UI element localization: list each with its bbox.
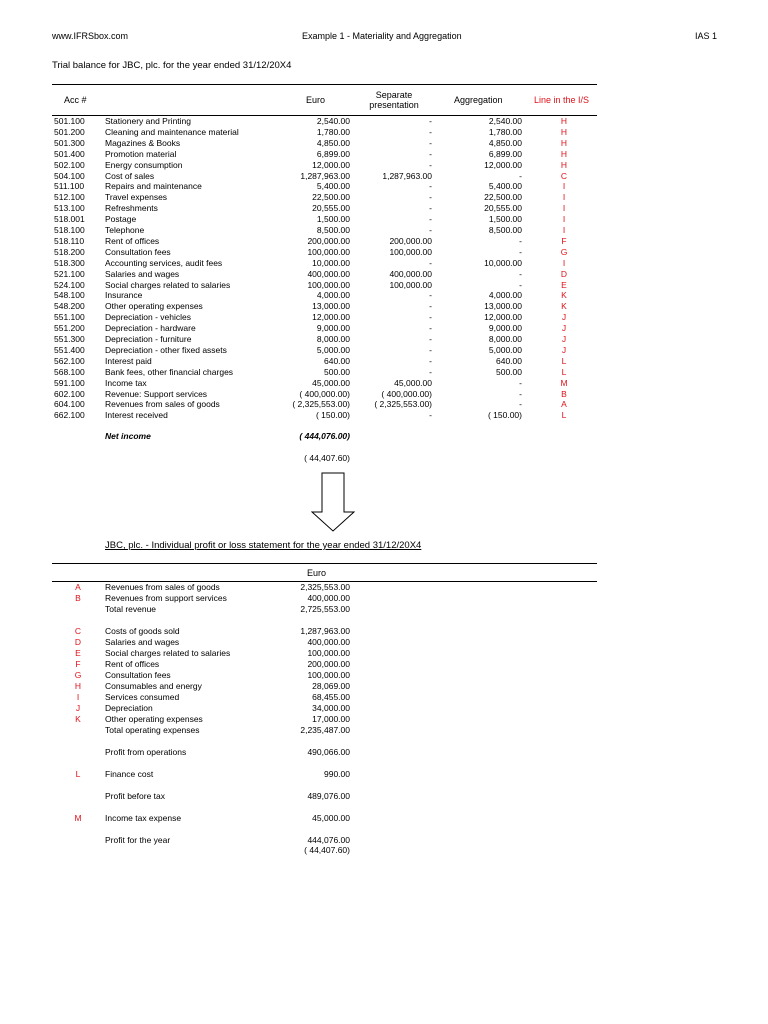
euro-amount: 1,780.00 bbox=[316, 126, 350, 137]
line-code: G bbox=[560, 246, 568, 257]
col-line-is: Line in the I/S bbox=[534, 95, 590, 105]
list-item bbox=[0, 714, 768, 725]
aggregation-amount: 5,400.00 bbox=[488, 181, 522, 192]
net-income-value: ( 444,076.00) bbox=[299, 431, 350, 441]
line-value: 100,000.00 bbox=[307, 670, 350, 680]
account-number: 501.200 bbox=[54, 126, 85, 137]
aggregation-amount: 10,000.00 bbox=[484, 257, 522, 268]
account-number: 518.300 bbox=[54, 257, 85, 268]
list-item bbox=[0, 670, 768, 681]
account-description: Bank fees, other financial charges bbox=[105, 366, 234, 377]
line-label: Profit before tax bbox=[105, 791, 166, 801]
line-code: M bbox=[74, 813, 82, 823]
table-row bbox=[0, 138, 768, 149]
line-code: I bbox=[562, 257, 566, 268]
line-code: J bbox=[561, 334, 567, 344]
aggregation-amount: 500.00 bbox=[496, 366, 522, 377]
euro-amount: ( 400,000.00) bbox=[299, 388, 350, 399]
table-row bbox=[0, 312, 768, 323]
table-row bbox=[0, 389, 768, 400]
aggregation-amount: 8,500.00 bbox=[488, 225, 522, 235]
line-code: A bbox=[75, 582, 81, 592]
account-description: Stationery and Printing bbox=[105, 116, 191, 126]
separate-amount: - bbox=[429, 159, 432, 170]
separate-amount: - bbox=[429, 225, 432, 235]
table-row bbox=[0, 160, 768, 171]
line-code: A bbox=[561, 399, 567, 410]
trial-balance-title: Trial balance for JBC, plc. for the year ended 31/12/20X4 bbox=[52, 60, 292, 71]
list-item bbox=[0, 769, 768, 780]
account-number: 602.100 bbox=[54, 388, 85, 399]
table-row bbox=[0, 345, 768, 356]
line-code: K bbox=[75, 714, 81, 724]
separate-amount: 45,000.00 bbox=[394, 377, 432, 388]
list-item bbox=[0, 791, 768, 802]
aggregation-amount: ( 150.00) bbox=[487, 410, 522, 421]
account-number: 551.300 bbox=[54, 334, 85, 344]
euro-amount: 4,850.00 bbox=[316, 137, 350, 148]
table-row bbox=[0, 269, 768, 280]
separate-amount: - bbox=[429, 203, 432, 214]
line-code: I bbox=[562, 181, 566, 192]
aggregation-amount: - bbox=[519, 246, 522, 257]
line-label: Profit for the year bbox=[105, 835, 171, 845]
line-code: F bbox=[75, 659, 81, 669]
top-rule bbox=[52, 84, 597, 85]
col-euro: Euro bbox=[306, 95, 326, 105]
col-separate bbox=[362, 90, 426, 110]
table-row bbox=[0, 378, 768, 389]
aggregation-amount: 12,000.00 bbox=[484, 159, 522, 170]
line-code: I bbox=[562, 225, 566, 235]
separate-amount: - bbox=[429, 366, 432, 377]
line-code: J bbox=[561, 344, 567, 355]
table-row bbox=[0, 356, 768, 367]
line-code: H bbox=[74, 681, 82, 691]
separate-amount: 1,287,963.00 bbox=[382, 170, 432, 181]
line-code: I bbox=[562, 203, 566, 214]
euro-amount: ( 2,325,553.00) bbox=[292, 399, 350, 410]
account-number: 591.100 bbox=[54, 377, 85, 388]
separate-amount: - bbox=[429, 301, 432, 312]
account-number: 501.300 bbox=[54, 137, 85, 148]
list-item bbox=[0, 835, 768, 846]
account-description: Social charges related to salaries bbox=[105, 279, 231, 290]
list-item bbox=[0, 703, 768, 714]
table-row bbox=[0, 247, 768, 258]
account-number: 518.110 bbox=[54, 235, 85, 246]
list-item bbox=[0, 659, 768, 670]
account-description: Interest received bbox=[105, 410, 168, 421]
aggregation-amount: - bbox=[519, 279, 522, 290]
line-label: Other operating expenses bbox=[105, 714, 203, 724]
list-item bbox=[0, 582, 768, 593]
separate-amount: 200,000.00 bbox=[389, 235, 432, 246]
line-code: K bbox=[561, 290, 567, 301]
euro-amount: 12,000.00 bbox=[312, 159, 350, 170]
line-label: Revenues from sales of goods bbox=[105, 582, 220, 592]
line-code: E bbox=[561, 279, 567, 290]
net-income-extra: ( 44,407.60) bbox=[304, 453, 350, 463]
line-code: H bbox=[560, 137, 568, 148]
account-number: 524.100 bbox=[54, 279, 85, 290]
separate-amount: - bbox=[429, 334, 432, 344]
line-label: Finance cost bbox=[105, 769, 154, 779]
account-description: Travel expenses bbox=[105, 192, 168, 203]
aggregation-amount: - bbox=[519, 388, 522, 399]
line-value: 34,000.00 bbox=[312, 703, 350, 713]
line-code: G bbox=[74, 670, 82, 680]
aggregation-amount: 1,500.00 bbox=[488, 214, 522, 225]
account-description: Revenues from sales of goods bbox=[105, 399, 220, 410]
account-description: Repairs and maintenance bbox=[105, 181, 202, 192]
list-item bbox=[0, 648, 768, 659]
separate-amount: - bbox=[429, 355, 432, 366]
line-code: M bbox=[560, 377, 568, 388]
account-description: Interest paid bbox=[105, 355, 152, 366]
net-income-label: Net income bbox=[105, 431, 151, 441]
aggregation-amount: 4,000.00 bbox=[488, 290, 522, 301]
list-item bbox=[0, 637, 768, 648]
line-code: C bbox=[74, 626, 82, 636]
euro-amount: 1,500.00 bbox=[316, 214, 350, 225]
account-description: Depreciation - hardware bbox=[105, 323, 196, 334]
euro-amount: 6,899.00 bbox=[316, 148, 350, 159]
website-url[interactable]: www.IFRSbox.com bbox=[52, 31, 129, 41]
euro-amount: 100,000.00 bbox=[307, 279, 350, 290]
account-number: 662.100 bbox=[54, 410, 85, 421]
col-acc: Acc # bbox=[64, 95, 87, 105]
euro-amount: 9,000.00 bbox=[316, 323, 350, 334]
separate-amount: - bbox=[429, 181, 432, 192]
account-description: Accounting services, audit fees bbox=[105, 257, 223, 268]
line-code: J bbox=[561, 312, 567, 323]
aggregation-amount: - bbox=[519, 268, 522, 279]
line-value: 490,066.00 bbox=[307, 747, 350, 757]
table-row bbox=[0, 290, 768, 301]
list-item bbox=[0, 725, 768, 736]
line-value: 444,076.00 bbox=[307, 835, 350, 845]
aggregation-amount: 2,540.00 bbox=[488, 116, 522, 126]
account-number: 518.100 bbox=[54, 225, 85, 235]
euro-amount: 640.00 bbox=[324, 355, 350, 366]
separate-amount: - bbox=[429, 148, 432, 159]
account-number: 568.100 bbox=[54, 366, 85, 377]
euro-amount: 10,000.00 bbox=[312, 257, 350, 268]
account-description: Salaries and wages bbox=[105, 268, 180, 279]
aggregation-amount: 22,500.00 bbox=[484, 192, 522, 203]
table-row bbox=[0, 214, 768, 225]
account-number: 518.200 bbox=[54, 246, 85, 257]
euro-amount: 5,000.00 bbox=[316, 344, 350, 355]
separate-amount: 100,000.00 bbox=[389, 279, 432, 290]
line-code: I bbox=[562, 214, 566, 225]
table-row bbox=[0, 192, 768, 203]
line-value: 400,000.00 bbox=[307, 593, 350, 603]
separate-amount: - bbox=[429, 290, 432, 301]
list-item bbox=[0, 681, 768, 692]
line-label: Salaries and wages bbox=[105, 637, 180, 647]
separate-amount: - bbox=[429, 126, 432, 137]
list-item bbox=[0, 626, 768, 637]
list-item bbox=[0, 747, 768, 758]
separate-amount: ( 400,000.00) bbox=[381, 388, 432, 399]
account-description: Depreciation - vehicles bbox=[105, 312, 191, 323]
line-code: E bbox=[75, 648, 81, 658]
line-code: H bbox=[560, 126, 568, 137]
separate-amount: - bbox=[429, 116, 432, 126]
line-label: Consultation fees bbox=[105, 670, 171, 680]
aggregation-amount: 4,850.00 bbox=[488, 137, 522, 148]
line-label: Profit from operations bbox=[105, 747, 187, 757]
account-number: 548.200 bbox=[54, 301, 85, 312]
euro-amount: 8,000.00 bbox=[316, 334, 350, 344]
line-code: H bbox=[560, 148, 568, 159]
line-code: D bbox=[560, 268, 568, 279]
account-description: Income tax bbox=[105, 377, 147, 388]
account-description: Revenue: Support services bbox=[105, 388, 208, 399]
separate-amount: - bbox=[429, 312, 432, 323]
separate-amount: 400,000.00 bbox=[389, 268, 432, 279]
line-label: Costs of goods sold bbox=[105, 626, 180, 636]
line-code: H bbox=[560, 159, 568, 170]
table-row bbox=[0, 334, 768, 345]
aggregation-amount: 9,000.00 bbox=[488, 323, 522, 334]
line-code: D bbox=[74, 637, 82, 647]
table-row bbox=[0, 399, 768, 410]
account-description: Cleaning and maintenance material bbox=[105, 126, 239, 137]
col-separate-line2: presentation bbox=[369, 100, 419, 110]
aggregation-amount: 13,000.00 bbox=[484, 301, 522, 312]
account-number: 502.100 bbox=[54, 159, 85, 170]
account-number: 504.100 bbox=[54, 170, 85, 181]
aggregation-amount: 20,555.00 bbox=[484, 203, 522, 214]
line-code: L bbox=[561, 355, 567, 366]
table-row bbox=[0, 171, 768, 182]
line-value: 100,000.00 bbox=[307, 648, 350, 658]
line-code: B bbox=[561, 388, 567, 399]
table-row bbox=[0, 236, 768, 247]
account-number: 518.001 bbox=[54, 214, 85, 225]
table-row bbox=[0, 181, 768, 192]
line-value: 68,455.00 bbox=[312, 692, 350, 702]
income-statement-title: JBC, plc. - Individual profit or loss statement for the year ended 31/12/20X4 bbox=[105, 540, 422, 551]
separate-amount: - bbox=[429, 344, 432, 355]
aggregation-amount: - bbox=[519, 170, 522, 181]
line-code: L bbox=[561, 410, 567, 421]
line-label: Total revenue bbox=[105, 604, 157, 614]
account-number: 512.100 bbox=[54, 192, 85, 203]
euro-amount: 400,000.00 bbox=[307, 268, 350, 279]
separate-amount: - bbox=[429, 137, 432, 148]
line-code: K bbox=[561, 301, 567, 312]
table-row bbox=[0, 367, 768, 378]
line-label: Social charges related to salaries bbox=[105, 648, 231, 658]
line-code: B bbox=[75, 593, 81, 603]
line-value: 2,235,487.00 bbox=[300, 725, 350, 735]
line-label: Income tax expense bbox=[105, 813, 182, 823]
line-value: 400,000.00 bbox=[307, 637, 350, 647]
line-code: I bbox=[76, 692, 80, 702]
account-number: 521.100 bbox=[54, 268, 85, 279]
line-label: Revenues from support services bbox=[105, 593, 227, 603]
account-number: 548.100 bbox=[54, 290, 85, 301]
col-aggregation: Aggregation bbox=[454, 95, 503, 105]
euro-amount: ( 150.00) bbox=[315, 410, 350, 421]
separate-amount: - bbox=[429, 323, 432, 334]
line-code: L bbox=[561, 366, 567, 377]
euro-amount: 4,000.00 bbox=[316, 290, 350, 301]
account-number: 513.100 bbox=[54, 203, 85, 214]
euro-amount: 45,000.00 bbox=[312, 377, 350, 388]
line-value: 200,000.00 bbox=[307, 659, 350, 669]
table-row bbox=[0, 410, 768, 421]
separate-amount: - bbox=[429, 192, 432, 203]
aggregation-amount: 5,000.00 bbox=[488, 344, 522, 355]
line-value: 45,000.00 bbox=[312, 813, 350, 823]
standard-label: IAS 1 bbox=[695, 31, 718, 41]
line-code: I bbox=[562, 192, 566, 203]
account-description: Refreshments bbox=[105, 203, 158, 214]
aggregation-amount: 8,000.00 bbox=[488, 334, 522, 344]
line-value: 1,287,963.00 bbox=[300, 626, 350, 636]
list-item bbox=[0, 593, 768, 604]
euro-amount: 500.00 bbox=[324, 366, 350, 377]
line-label: Consumables and energy bbox=[105, 681, 202, 691]
line-label: Depreciation bbox=[105, 703, 153, 713]
account-description: Other operating expenses bbox=[105, 301, 203, 312]
separate-amount: - bbox=[429, 214, 432, 225]
account-description: Depreciation - other fixed assets bbox=[105, 344, 227, 355]
account-description: Telephone bbox=[105, 225, 145, 235]
aggregation-amount: 640.00 bbox=[496, 355, 522, 366]
account-description: Promotion material bbox=[105, 148, 177, 159]
account-description: Consultation fees bbox=[105, 246, 171, 257]
account-number: 562.100 bbox=[54, 355, 85, 366]
account-number: 501.400 bbox=[54, 148, 85, 159]
table-row bbox=[0, 301, 768, 312]
aggregation-amount: - bbox=[519, 377, 522, 388]
line-value: 990.00 bbox=[324, 769, 350, 779]
table-row bbox=[0, 258, 768, 269]
example-title: Example 1 - Materiality and Aggregation bbox=[302, 31, 462, 41]
table-row bbox=[0, 116, 768, 127]
line-value: 17,000.00 bbox=[312, 714, 350, 724]
is-top-rule bbox=[52, 563, 597, 564]
euro-amount: 12,000.00 bbox=[312, 312, 350, 323]
account-description: Magazines & Books bbox=[105, 137, 181, 148]
account-number: 501.100 bbox=[54, 116, 85, 126]
separate-amount: - bbox=[429, 257, 432, 268]
euro-amount: 200,000.00 bbox=[307, 235, 350, 246]
account-number: 551.100 bbox=[54, 312, 85, 323]
list-item bbox=[0, 604, 768, 615]
euro-amount: 5,400.00 bbox=[316, 181, 350, 192]
line-code: C bbox=[560, 170, 568, 181]
table-row bbox=[0, 225, 768, 236]
aggregation-amount: 1,780.00 bbox=[488, 126, 522, 137]
separate-amount: - bbox=[429, 410, 432, 421]
line-code: J bbox=[561, 323, 567, 334]
table-row bbox=[0, 127, 768, 138]
list-item bbox=[0, 813, 768, 824]
line-label: Rent of offices bbox=[105, 659, 160, 669]
euro-amount: 13,000.00 bbox=[312, 301, 350, 312]
account-description: Depreciation - furniture bbox=[105, 334, 192, 344]
account-description: Postage bbox=[105, 214, 137, 225]
aggregation-amount: - bbox=[519, 399, 522, 410]
line-value: 28,069.00 bbox=[312, 681, 350, 691]
line-code: F bbox=[561, 235, 567, 246]
line-value: 2,725,553.00 bbox=[300, 604, 350, 614]
line-code: H bbox=[560, 116, 568, 126]
is-euro-header: Euro bbox=[307, 568, 327, 578]
line-code: J bbox=[75, 703, 81, 713]
euro-amount: 100,000.00 bbox=[307, 246, 350, 257]
col-separate-line1: Separate bbox=[375, 90, 413, 100]
euro-amount: 22,500.00 bbox=[312, 192, 350, 203]
line-value: 489,076.00 bbox=[307, 791, 350, 801]
account-description: Insurance bbox=[105, 290, 143, 301]
line-label: Services consumed bbox=[105, 692, 180, 702]
table-row bbox=[0, 149, 768, 160]
table-row bbox=[0, 203, 768, 214]
euro-amount: 1,287,963.00 bbox=[300, 170, 350, 181]
list-item bbox=[0, 692, 768, 703]
account-number: 604.100 bbox=[54, 399, 85, 410]
is-extra-value: ( 44,407.60) bbox=[304, 845, 350, 855]
aggregation-amount: 12,000.00 bbox=[484, 312, 522, 323]
separate-amount: ( 2,325,553.00) bbox=[374, 399, 432, 410]
aggregation-amount: 6,899.00 bbox=[488, 148, 522, 159]
account-description: Energy consumption bbox=[105, 159, 183, 170]
table-row bbox=[0, 280, 768, 291]
euro-amount: 2,540.00 bbox=[316, 116, 350, 126]
table-row bbox=[0, 323, 768, 334]
account-number: 511.100 bbox=[54, 181, 85, 192]
line-code: L bbox=[75, 769, 81, 779]
euro-amount: 8,500.00 bbox=[316, 225, 350, 235]
aggregation-amount: - bbox=[519, 235, 522, 246]
account-number: 551.200 bbox=[54, 323, 85, 334]
account-description: Rent of offices bbox=[105, 235, 160, 246]
down-arrow-icon bbox=[311, 472, 355, 532]
line-label: Total operating expenses bbox=[105, 725, 200, 735]
euro-amount: 20,555.00 bbox=[312, 203, 350, 214]
line-value: 2,325,553.00 bbox=[300, 582, 350, 592]
account-number: 551.400 bbox=[54, 344, 85, 355]
separate-amount: 100,000.00 bbox=[389, 246, 432, 257]
account-description: Cost of sales bbox=[105, 170, 155, 181]
